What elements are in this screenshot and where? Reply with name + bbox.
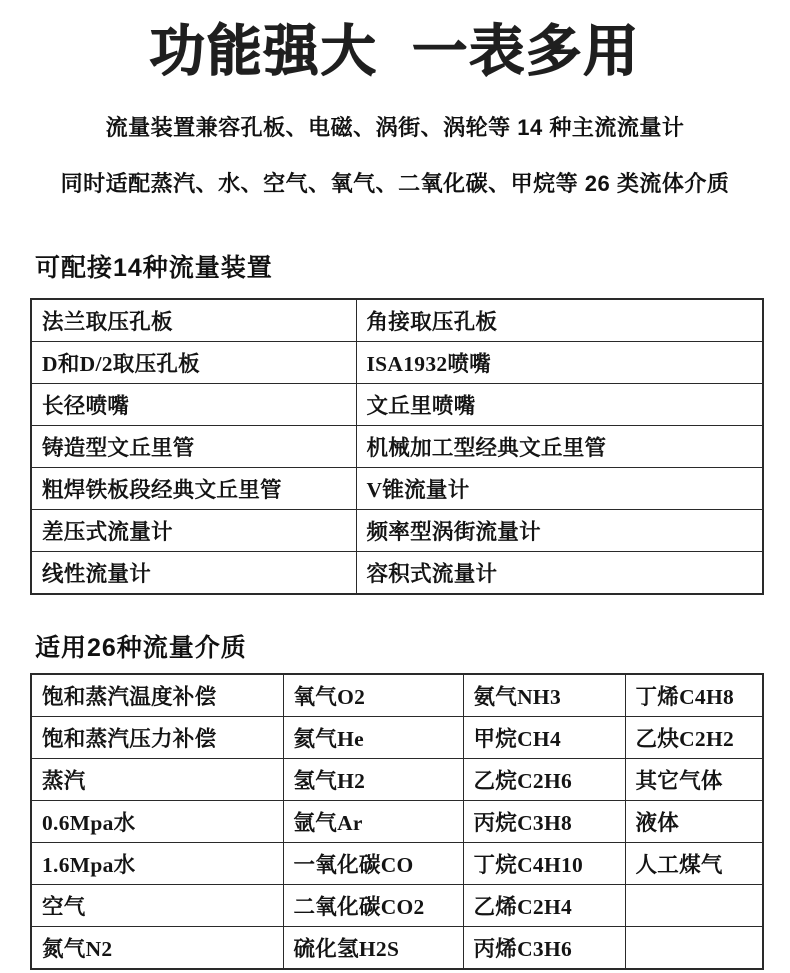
table-row <box>31 552 763 595</box>
table-row <box>31 927 763 970</box>
table-row <box>31 885 763 927</box>
subtitle-line-2: 同时适配蒸汽、水、空气、氧气、二氧化碳、甲烷等 26 类流体介质 <box>60 171 730 197</box>
page-title: 功能强大 一表多用 <box>149 20 641 82</box>
devices-section-heading: 可配接14种流量装置 <box>35 254 273 283</box>
table-cell: 丙烯C3H6 <box>463 927 625 970</box>
table-cell: 液体 <box>625 801 763 843</box>
table-row <box>31 468 763 510</box>
table-cell: 二氧化碳CO2 <box>283 885 463 927</box>
table-cell: 氨气NH3 <box>463 674 625 717</box>
media-table <box>30 673 764 970</box>
table-cell: V锥流量计 <box>356 468 763 510</box>
table-row <box>31 759 763 801</box>
table-cell: 饱和蒸汽温度补偿 <box>31 674 283 717</box>
table-row <box>31 426 763 468</box>
table-cell: 线性流量计 <box>31 552 356 595</box>
table-cell: 法兰取压孔板 <box>31 299 356 342</box>
table-row <box>31 384 763 426</box>
table-cell: D和D/2取压孔板 <box>31 342 356 384</box>
table-row <box>31 342 763 384</box>
table-cell: 氢气H2 <box>283 759 463 801</box>
table-cell: 乙烯C2H4 <box>463 885 625 927</box>
table-cell: 差压式流量计 <box>31 510 356 552</box>
table-row <box>31 717 763 759</box>
table-cell: 氦气He <box>283 717 463 759</box>
table-cell: 其它气体 <box>625 759 763 801</box>
table-cell: ISA1932喷嘴 <box>356 342 763 384</box>
table-cell: 人工煤气 <box>625 843 763 885</box>
table-cell: 蒸汽 <box>31 759 283 801</box>
table-cell: 硫化氢H2S <box>283 927 463 970</box>
table-cell: 角接取压孔板 <box>356 299 763 342</box>
table-row <box>31 801 763 843</box>
table-cell <box>625 927 763 970</box>
table-cell: 1.6Mpa水 <box>31 843 283 885</box>
table-cell: 乙烷C2H6 <box>463 759 625 801</box>
table-row <box>31 510 763 552</box>
table-cell: 一氧化碳CO <box>283 843 463 885</box>
table-cell: 粗焊铁板段经典文丘里管 <box>31 468 356 510</box>
table-cell: 0.6Mpa水 <box>31 801 283 843</box>
table-cell: 饱和蒸汽压力补偿 <box>31 717 283 759</box>
table-cell: 甲烷CH4 <box>463 717 625 759</box>
table-cell: 长径喷嘴 <box>31 384 356 426</box>
table-row <box>31 299 763 342</box>
table-cell: 氧气O2 <box>283 674 463 717</box>
table-cell <box>625 885 763 927</box>
table-cell: 氮气N2 <box>31 927 283 970</box>
table-cell: 容积式流量计 <box>356 552 763 595</box>
devices-table <box>30 298 764 595</box>
subtitle-line-1: 流量装置兼容孔板、电磁、涡街、涡轮等 14 种主流流量计 <box>105 115 685 141</box>
table-cell: 空气 <box>31 885 283 927</box>
table-cell: 频率型涡街流量计 <box>356 510 763 552</box>
table-cell: 文丘里喷嘴 <box>356 384 763 426</box>
table-cell: 丙烷C3H8 <box>463 801 625 843</box>
table-cell: 氩气Ar <box>283 801 463 843</box>
table-cell: 铸造型文丘里管 <box>31 426 356 468</box>
table-cell: 丁烷C4H10 <box>463 843 625 885</box>
media-section-heading: 适用26种流量介质 <box>35 634 247 663</box>
table-cell: 机械加工型经典文丘里管 <box>356 426 763 468</box>
table-cell: 丁烯C4H8 <box>625 674 763 717</box>
table-row <box>31 843 763 885</box>
table-cell: 乙炔C2H2 <box>625 717 763 759</box>
table-row <box>31 674 763 717</box>
